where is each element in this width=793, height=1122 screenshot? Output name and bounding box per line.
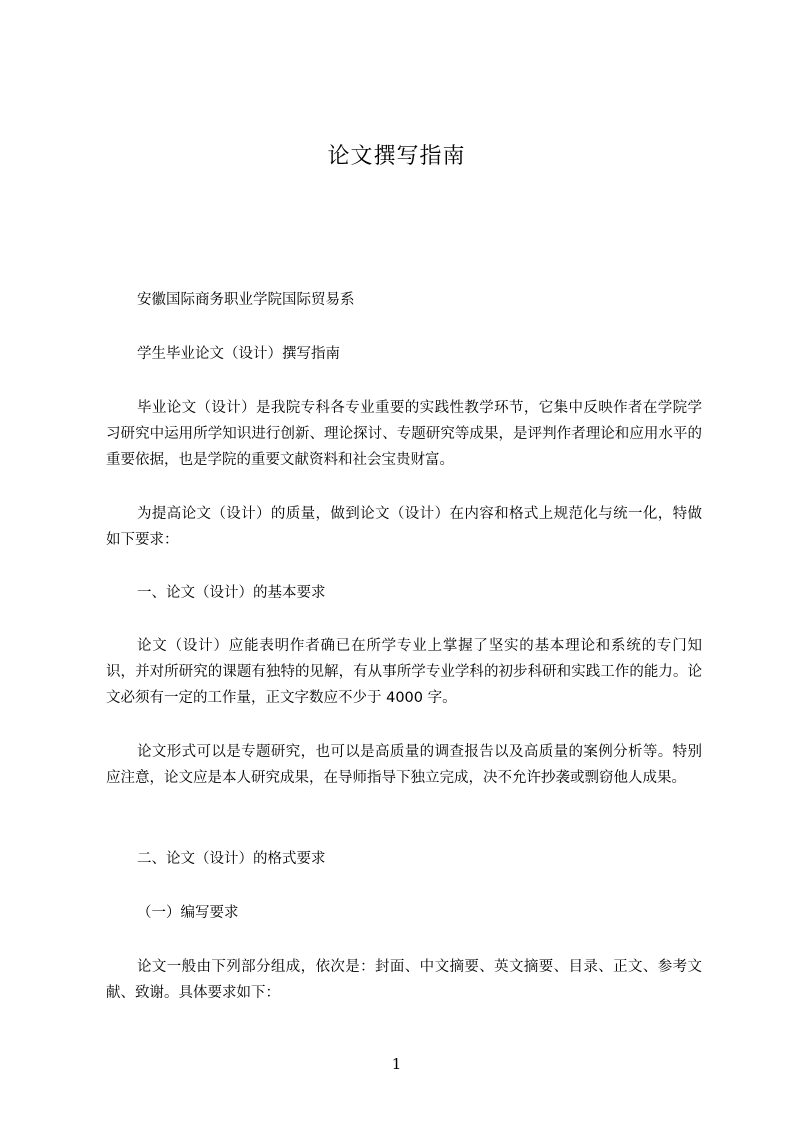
guide-subtitle: 学生毕业论文（设计）撰写指南: [137, 346, 340, 362]
institution-line: 安徽国际商务职业学院国际贸易系: [137, 292, 355, 308]
basic-requirements-paragraph: 论文（设计）应能表明作者确已在所学专业上掌握了坚实的基本理论和系统的专门知识，并对所研究的课题有独特的见解，有从事所学专业学科的初步科研和实践工作的能力。论文必须有一定的工作量，正文字数应不少于 4000 字。: [106, 638, 702, 706]
composition-paragraph: 论文一般由下列部分组成，依次是：封面、中文摘要、英文摘要、目录、正文、参考文献、致谢。具体要求如下：: [106, 959, 702, 1001]
purpose-paragraph: 为提高论文（设计）的质量，做到论文（设计）在内容和格式上规范化与统一化，特做如下要求：: [106, 506, 702, 548]
thesis-form-paragraph: 论文形式可以是专题研究，也可以是高质量的调查报告以及高质量的案例分析等。特别应注意，论文应是本人研究成果，在导师指导下独立完成，决不允许抄袭或剽窃他人成果。: [106, 744, 702, 786]
section-heading-basic-requirements: 一、论文（设计）的基本要求: [137, 585, 326, 601]
intro-paragraph: 毕业论文（设计）是我院专科各专业重要的实践性教学环节，它集中反映作者在学院学习研究中运用所学知识进行创新、理论探讨、专题研究等成果，是评判作者理论和应用水平的重要依据，也是学院的重要文献资料和社会宝贵财富。: [106, 400, 702, 468]
section-heading-format-requirements: 二、论文（设计）的格式要求: [137, 851, 326, 867]
document-title: 论文撰写指南: [327, 144, 466, 169]
subsection-heading-writing-requirements: （一）编写要求: [137, 905, 239, 921]
page-number: 1: [391, 1055, 402, 1073]
